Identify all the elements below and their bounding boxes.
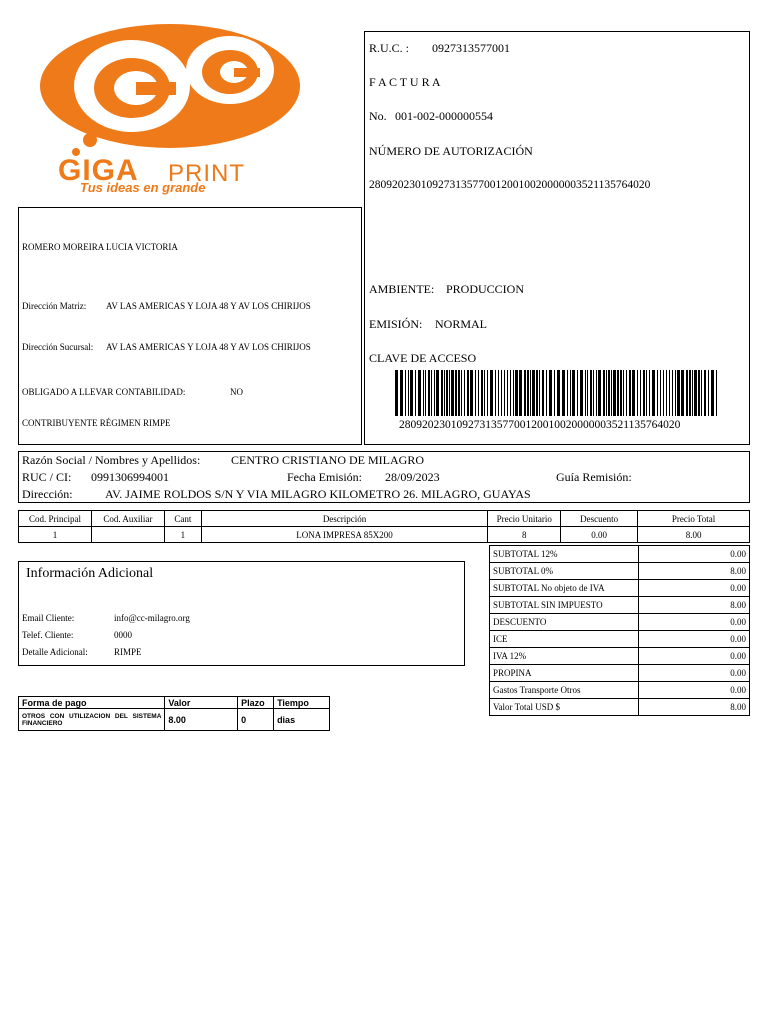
payment-forma: OTROS CON UTILIZACION DEL SISTEMA FINANCIERO [19, 709, 165, 731]
total-value: 0.00 [639, 546, 750, 563]
total-value: 8.00 [639, 597, 750, 614]
table-row [19, 527, 750, 543]
telef-value: 0000 [114, 630, 132, 640]
payment-header-row [19, 697, 330, 709]
totals-row [490, 648, 750, 665]
email-value: info@cc-milagro.org [114, 613, 190, 623]
col-cod-principal: Cod. Principal [19, 511, 92, 527]
sucursal-value: AV LAS AMERICAS Y LOJA 48 Y AV LOS CHIRIJOS [106, 342, 311, 352]
totals-row [490, 614, 750, 631]
cell-descuento: 0.00 [561, 527, 638, 543]
total-label: IVA 12% [490, 648, 639, 665]
direccion-label: Dirección: [22, 487, 73, 501]
col-plazo: Plazo [238, 697, 274, 709]
detalle-label: Detalle Adicional: [22, 647, 88, 657]
total-label: PROPINA [490, 665, 639, 682]
col-descripcion: Descripción [201, 511, 487, 527]
total-value: 0.00 [639, 631, 750, 648]
payment-tiempo: dias [274, 709, 330, 731]
barcode-icon [395, 370, 721, 416]
payment-valor: 8.00 [165, 709, 238, 731]
totals-row [490, 699, 750, 716]
razon-value: CENTRO CRISTIANO DE MILAGRO [231, 453, 424, 467]
brand-giga: GIGA [58, 154, 139, 187]
col-tiempo: Tiempo [274, 697, 330, 709]
sucursal-label: Dirección Sucursal: [22, 342, 94, 352]
brand-print: PRINT [168, 160, 245, 187]
detalle-value: RIMPE [114, 647, 142, 657]
payment-plazo: 0 [238, 709, 274, 731]
document-type: F A C T U R A [369, 75, 441, 89]
cell-descripcion: LONA IMPRESA 85X200 [201, 527, 487, 543]
total-label: Gastos Transporte Otros [490, 682, 639, 699]
direccion-value: AV. JAIME ROLDOS S/N Y VIA MILAGRO KILOMETRO 26. MILAGRO, GUAYAS [105, 487, 531, 501]
client-ruc-value: 0991306994001 [91, 470, 169, 484]
total-value: 0.00 [639, 614, 750, 631]
total-label: SUBTOTAL 0% [490, 563, 639, 580]
matriz-value: AV LAS AMERICAS Y LOJA 48 Y AV LOS CHIRIJOS [106, 301, 311, 311]
matriz-label: Dirección Matriz: [22, 301, 87, 311]
razon-label: Razón Social / Nombres y Apellidos: [22, 453, 201, 467]
total-label: SUBTOTAL 12% [490, 546, 639, 563]
ruc-label: R.U.C. : [369, 41, 410, 55]
emision-label: EMISIÓN: [369, 317, 423, 331]
invoice-number: 001-002-000000554 [395, 109, 493, 123]
issuer-box [18, 207, 362, 445]
cell-cant: 1 [164, 527, 201, 543]
total-label: SUBTOTAL SIN IMPUESTO [490, 597, 639, 614]
regimen-label: CONTRIBUYENTE RÉGIMEN RIMPE [22, 418, 171, 428]
additional-info-title: Información Adicional [26, 566, 154, 581]
total-value: 0.00 [639, 580, 750, 597]
items-header-row [19, 511, 750, 527]
company-logo [40, 18, 302, 196]
fecha-value: 28/09/2023 [385, 470, 440, 484]
totals-row [490, 546, 750, 563]
total-label: DESCUENTO [490, 614, 639, 631]
clave-label: CLAVE DE ACCESO [369, 351, 477, 365]
totals-row [490, 682, 750, 699]
brand-tagline: Tus ideas en grande [80, 180, 206, 195]
authorization-number: 2809202301092731357700120010020000003521135764020 [369, 179, 651, 191]
col-descuento: Descuento [561, 511, 638, 527]
emision-value: NORMAL [435, 317, 488, 331]
client-ruc-label: RUC / CI: [22, 470, 72, 484]
invoice-no-label: No. [369, 109, 387, 123]
contabilidad-label: OBLIGADO A LLEVAR CONTABILIDAD: [22, 387, 186, 397]
total-label: ICE [490, 631, 639, 648]
col-precio-unitario: Precio Unitario [488, 511, 561, 527]
authorization-label: NÚMERO DE AUTORIZACIÓN [369, 144, 533, 158]
clave-value: 2809202301092731357700120010020000003521135764020 [399, 419, 681, 431]
ambiente-value: PRODUCCION [446, 282, 525, 296]
totals-row [490, 631, 750, 648]
totals-table [489, 545, 750, 716]
total-value: 0.00 [639, 665, 750, 682]
issuer-name: ROMERO MOREIRA LUCIA VICTORIA [22, 242, 178, 252]
email-label: Email Cliente: [22, 613, 75, 623]
totals-row [490, 665, 750, 682]
table-row [19, 709, 330, 731]
ruc-value: 0927313577001 [432, 41, 510, 55]
totals-row [490, 563, 750, 580]
total-label: SUBTOTAL No objeto de IVA [490, 580, 639, 597]
totals-row [490, 597, 750, 614]
total-value: 8.00 [639, 563, 750, 580]
total-value: 0.00 [639, 648, 750, 665]
col-cant: Cant [164, 511, 201, 527]
col-precio-total: Precio Total [638, 511, 750, 527]
cell-precio-unitario: 8 [488, 527, 561, 543]
total-value: 0.00 [639, 682, 750, 699]
contabilidad-value: NO [230, 387, 243, 397]
additional-info-box [18, 561, 465, 666]
col-forma-pago: Forma de pago [19, 697, 165, 709]
total-label: Valor Total USD $ [490, 699, 639, 716]
totals-row [490, 580, 750, 597]
cell-cod-principal: 1 [19, 527, 92, 543]
guia-label: Guía Remisión: [556, 470, 632, 484]
telef-label: Telef. Cliente: [22, 630, 74, 640]
items-table [18, 510, 750, 543]
fecha-label: Fecha Emisión: [287, 470, 362, 484]
total-value: 8.00 [639, 699, 750, 716]
cell-cod-auxiliar [91, 527, 164, 543]
payment-table [18, 696, 330, 731]
client-box [18, 451, 750, 503]
cell-precio-total: 8.00 [638, 527, 750, 543]
invoice-header-box [364, 31, 750, 445]
ambiente-label: AMBIENTE: [369, 282, 435, 296]
col-valor: Valor [165, 697, 238, 709]
col-cod-auxiliar: Cod. Auxiliar [91, 511, 164, 527]
